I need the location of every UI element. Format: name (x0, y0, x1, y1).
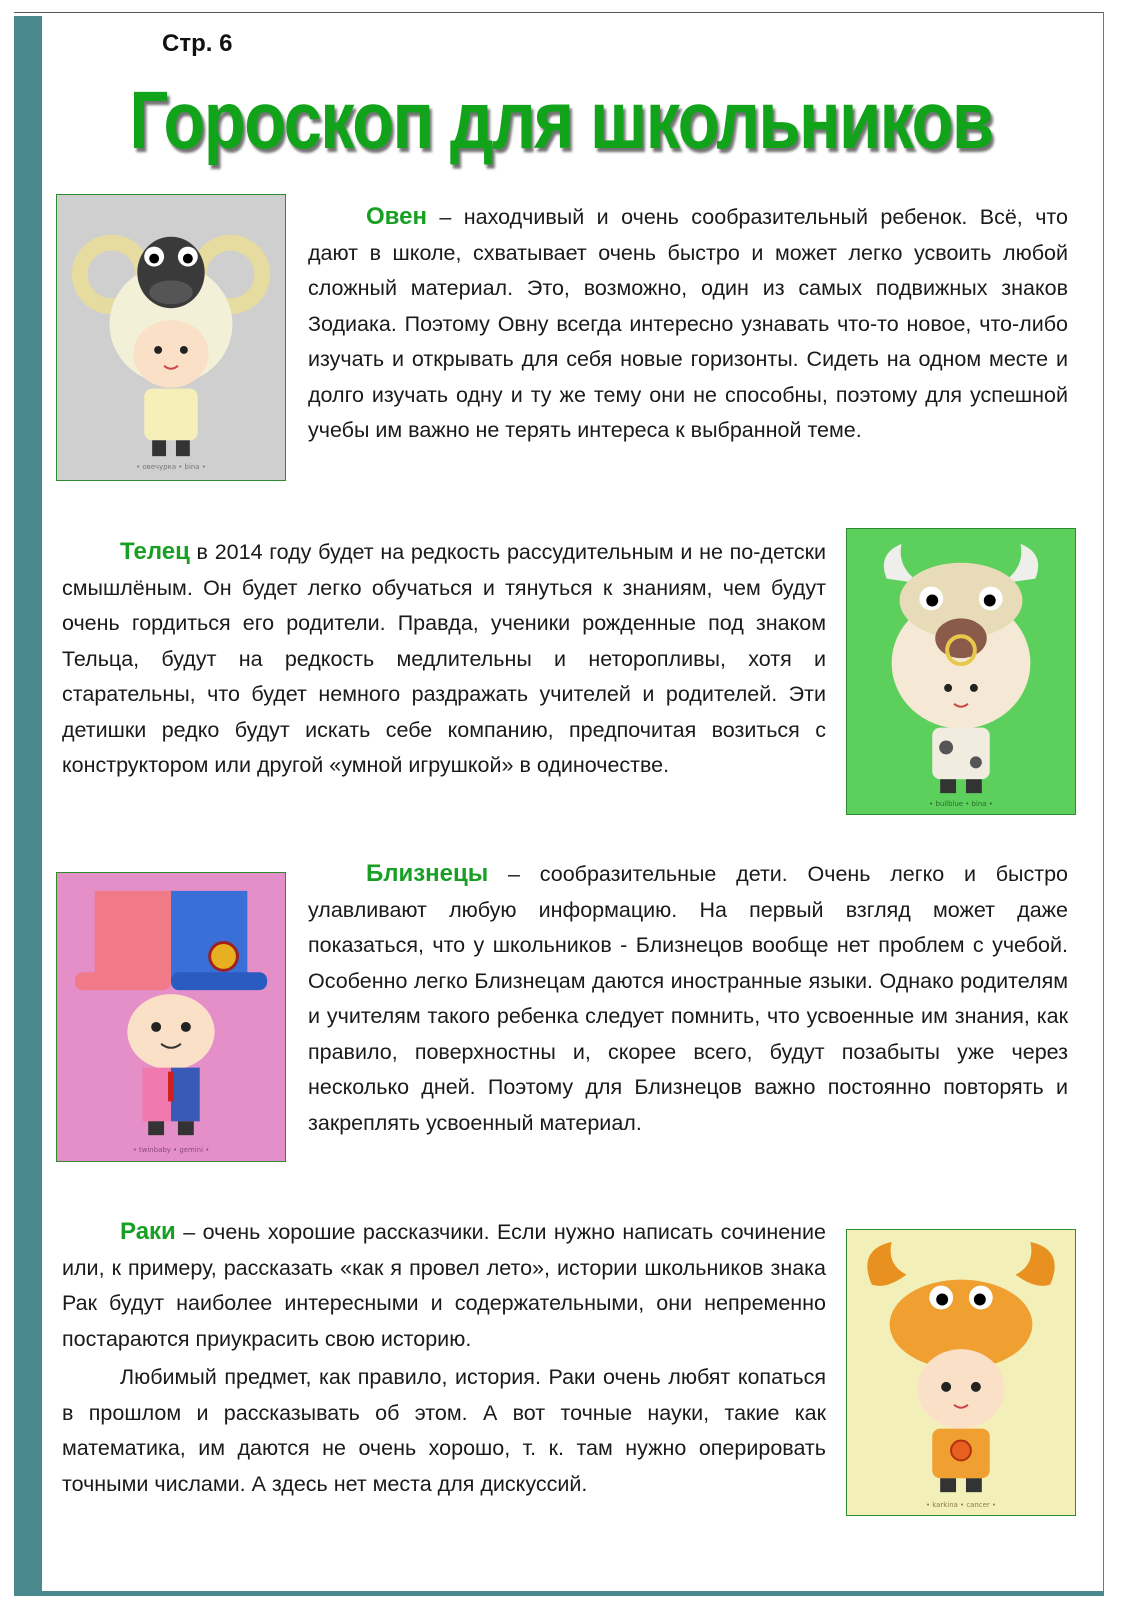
page-number: Стр. 6 (162, 30, 233, 57)
cancer-sign-heading: Раки (120, 1218, 176, 1245)
gemini-illustration (56, 872, 286, 1162)
page-title: Гороскоп для школьников (129, 75, 993, 166)
taurus-image-caption: • bullblue • bina • (929, 800, 993, 809)
aries-illustration (56, 194, 286, 481)
cancer-section (62, 1214, 826, 1502)
aries-sign-heading: Овен (366, 203, 427, 230)
aries-text: – находчивый и очень сообразительный ребенок. Всё, что дают в школе, схватывает очень быстро и может легко усвоить любой сложный материал. Это, возможно, один из самых подвижных знаков Зодиака. Поэтому Овну всегда интересно узнавать что-то новое, что-либо изучать и открывать для себя новые горизонты. Сидеть на одном месте и долго изучать одну и ту же тему они не способны, поэтому для успешной учебы им важно не терять интереса к выбранной теме. (308, 205, 1068, 442)
gemini-text: – сообразительные дети. Очень легко и быстро улавливают любую информацию. На первый взгляд может даже показаться, что у школьников - Близнецов вообще нет проблем с учебой. Особенно легко Близнецам даются иностранные языки. Однако родителям и учителям такого ребенка следует помнить, что усвоенные им знания, как правило, поверхностны и, скорее всего, будут позабыты уже через несколько дней. Поэтому для Близнецов важно постоянно повторять и закреплять усвоенный материал. (308, 862, 1068, 1135)
cancer-text: – очень хорошие рассказчики. Если нужно написать сочинение или, к примеру, рассказать «как я провел лето», истории школьников знака Рак будут наиболее интересными и содержательными, они непременно постараются приукрасить свою историю. (62, 1220, 826, 1351)
gemini-sign-heading: Близнецы (366, 860, 489, 887)
taurus-section (62, 534, 826, 784)
gemini-section (308, 856, 1068, 1141)
gemini-image-caption: • twinbaby • gemini • (132, 1146, 210, 1155)
cancer-image-caption: • karkina • cancer • (925, 1501, 997, 1510)
cancer-text-second-paragraph: Любимый предмет, как правило, история. Раки очень любят копаться в прошлом и рассказывать об этом. А вот точные науки, такие как математика, им даются не очень хорошо, т. к. там нужно оперировать точными числами. А здесь нет места для дискуссий. (62, 1365, 826, 1496)
taurus-sign-heading: Телец (120, 538, 190, 565)
top-rule (14, 12, 1104, 13)
cancer-illustration (846, 1229, 1076, 1516)
cancer-emblem-icon (951, 1441, 971, 1461)
taurus-illustration (846, 528, 1076, 815)
left-decorative-bar (14, 16, 42, 1594)
aries-section (308, 199, 1068, 449)
right-rule (1103, 12, 1104, 1594)
taurus-text: в 2014 году будет на редкость рассудительным и не по-детски смышлёным. Он будет легко обучаться и тянуться к знаниям, чем будут очень гордиться его родители. Правда, ученики рожденные под знаком Тельца, будут на редкость медлительны и неторопливы, хотя и старательны, что будет немного раздражать учителей и родителей. Эти детишки редко будут искать себе компанию, предпочитая возиться с конструктором или другой «умной игрушкой» в одиночестве. (62, 540, 826, 777)
bottom-rule (14, 1591, 1104, 1596)
gemini-emblem-icon (210, 943, 238, 971)
aries-image-caption: • овечурка • bina • (136, 463, 206, 472)
